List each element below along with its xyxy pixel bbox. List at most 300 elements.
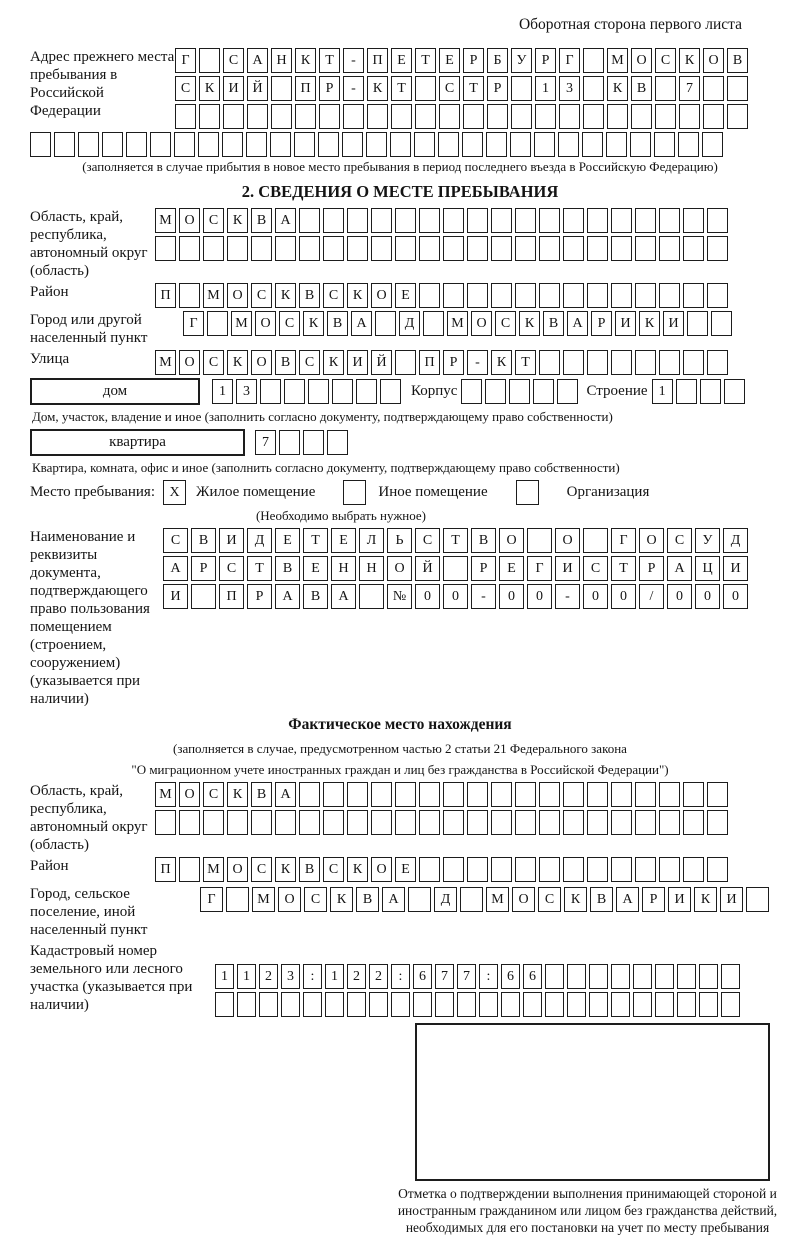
char-box[interactable] <box>179 857 200 882</box>
char-box[interactable]: Р <box>443 350 464 375</box>
char-box[interactable]: О <box>227 857 248 882</box>
char-box[interactable]: А <box>331 584 356 609</box>
char-box[interactable] <box>703 104 724 129</box>
char-box[interactable] <box>654 132 675 157</box>
char-box[interactable]: В <box>356 887 379 912</box>
char-box[interactable] <box>563 208 584 233</box>
char-box[interactable] <box>467 810 488 835</box>
char-box[interactable] <box>501 992 520 1017</box>
char-box[interactable] <box>677 992 696 1017</box>
char-box[interactable]: В <box>251 782 272 807</box>
char-box[interactable]: У <box>511 48 532 73</box>
char-box[interactable] <box>687 311 708 336</box>
char-box[interactable] <box>533 379 554 404</box>
char-box[interactable]: О <box>251 350 272 375</box>
char-box[interactable] <box>443 857 464 882</box>
char-box[interactable] <box>227 810 248 835</box>
char-box[interactable]: Й <box>415 556 440 581</box>
char-box[interactable] <box>677 964 696 989</box>
char-box[interactable] <box>611 857 632 882</box>
char-box[interactable]: А <box>351 311 372 336</box>
char-box[interactable] <box>683 782 704 807</box>
char-box[interactable]: В <box>303 584 328 609</box>
char-box[interactable] <box>299 810 320 835</box>
char-box[interactable] <box>415 104 436 129</box>
char-box[interactable]: Р <box>319 76 340 101</box>
char-box[interactable] <box>607 104 628 129</box>
char-box[interactable] <box>583 76 604 101</box>
char-box[interactable]: А <box>382 887 405 912</box>
char-box[interactable] <box>155 810 176 835</box>
char-box[interactable] <box>659 350 680 375</box>
char-box[interactable] <box>635 350 656 375</box>
char-box[interactable]: Г <box>611 528 636 553</box>
char-box[interactable] <box>655 964 674 989</box>
char-box[interactable] <box>467 283 488 308</box>
char-box[interactable]: 0 <box>443 584 468 609</box>
char-box[interactable] <box>179 283 200 308</box>
char-box[interactable]: / <box>639 584 664 609</box>
char-box[interactable]: С <box>415 528 440 553</box>
checkbox-inoe-pomeshchenie[interactable] <box>343 480 366 505</box>
char-box[interactable] <box>439 104 460 129</box>
char-box[interactable] <box>611 208 632 233</box>
char-box[interactable] <box>371 236 392 261</box>
char-box[interactable]: М <box>486 887 509 912</box>
char-box[interactable]: В <box>727 48 748 73</box>
char-box[interactable] <box>270 132 291 157</box>
char-box[interactable] <box>539 236 560 261</box>
char-box[interactable] <box>332 379 353 404</box>
char-box[interactable] <box>582 132 603 157</box>
char-box[interactable]: О <box>512 887 535 912</box>
char-box[interactable] <box>443 782 464 807</box>
char-box[interactable] <box>443 556 468 581</box>
char-box[interactable]: В <box>299 857 320 882</box>
char-box[interactable] <box>491 236 512 261</box>
char-box[interactable]: - <box>343 48 364 73</box>
char-box[interactable] <box>438 132 459 157</box>
char-box[interactable] <box>515 810 536 835</box>
char-box[interactable]: А <box>567 311 588 336</box>
char-box[interactable] <box>271 76 292 101</box>
char-box[interactable]: С <box>304 887 327 912</box>
char-box[interactable] <box>700 379 721 404</box>
char-box[interactable]: К <box>330 887 353 912</box>
char-box[interactable] <box>563 350 584 375</box>
char-box[interactable]: И <box>555 556 580 581</box>
char-box[interactable] <box>633 992 652 1017</box>
char-box[interactable] <box>563 283 584 308</box>
char-box[interactable] <box>419 782 440 807</box>
char-box[interactable] <box>583 104 604 129</box>
char-box[interactable] <box>587 350 608 375</box>
char-box[interactable] <box>587 782 608 807</box>
char-box[interactable]: Л <box>359 528 384 553</box>
char-box[interactable]: П <box>155 857 176 882</box>
char-box[interactable]: М <box>155 350 176 375</box>
char-box[interactable]: С <box>203 208 224 233</box>
char-box[interactable] <box>191 584 216 609</box>
char-box[interactable]: С <box>323 283 344 308</box>
char-box[interactable] <box>563 236 584 261</box>
char-box[interactable] <box>587 810 608 835</box>
char-box[interactable] <box>318 132 339 157</box>
char-box[interactable]: 1 <box>325 964 344 989</box>
char-box[interactable] <box>347 208 368 233</box>
char-box[interactable]: : <box>391 964 410 989</box>
char-box[interactable]: И <box>668 887 691 912</box>
char-box[interactable]: 1 <box>652 379 673 404</box>
char-box[interactable]: О <box>387 556 412 581</box>
char-box[interactable] <box>419 810 440 835</box>
char-box[interactable]: - <box>467 350 488 375</box>
char-box[interactable] <box>271 104 292 129</box>
char-box[interactable]: П <box>367 48 388 73</box>
char-box[interactable] <box>558 132 579 157</box>
char-box[interactable] <box>707 810 728 835</box>
char-box[interactable] <box>323 810 344 835</box>
char-box[interactable] <box>711 311 732 336</box>
char-box[interactable] <box>226 887 249 912</box>
char-box[interactable]: О <box>499 528 524 553</box>
char-box[interactable]: К <box>303 311 324 336</box>
char-box[interactable] <box>587 236 608 261</box>
char-box[interactable] <box>175 104 196 129</box>
char-box[interactable]: Е <box>499 556 524 581</box>
char-box[interactable] <box>635 810 656 835</box>
char-box[interactable] <box>327 430 348 455</box>
char-box[interactable] <box>303 430 324 455</box>
char-box[interactable]: О <box>255 311 276 336</box>
char-box[interactable] <box>323 236 344 261</box>
char-box[interactable] <box>563 857 584 882</box>
char-box[interactable] <box>347 992 366 1017</box>
char-box[interactable]: Д <box>723 528 748 553</box>
char-box[interactable]: И <box>347 350 368 375</box>
char-box[interactable]: С <box>203 350 224 375</box>
char-box[interactable] <box>523 992 542 1017</box>
char-box[interactable]: С <box>323 857 344 882</box>
char-box[interactable] <box>467 208 488 233</box>
char-box[interactable]: 1 <box>212 379 233 404</box>
char-box[interactable]: А <box>247 48 268 73</box>
char-box[interactable]: У <box>695 528 720 553</box>
char-box[interactable]: И <box>663 311 684 336</box>
char-box[interactable]: Т <box>463 76 484 101</box>
char-box[interactable]: К <box>275 857 296 882</box>
char-box[interactable]: А <box>163 556 188 581</box>
char-box[interactable] <box>323 782 344 807</box>
char-box[interactable] <box>415 76 436 101</box>
char-box[interactable] <box>155 236 176 261</box>
char-box[interactable] <box>485 379 506 404</box>
char-box[interactable] <box>295 104 316 129</box>
char-box[interactable] <box>207 311 228 336</box>
char-box[interactable] <box>203 810 224 835</box>
char-box[interactable] <box>279 430 300 455</box>
char-box[interactable] <box>659 782 680 807</box>
char-box[interactable] <box>179 810 200 835</box>
char-box[interactable]: С <box>667 528 692 553</box>
char-box[interactable]: И <box>223 76 244 101</box>
char-box[interactable]: П <box>295 76 316 101</box>
char-box[interactable] <box>611 283 632 308</box>
char-box[interactable]: В <box>543 311 564 336</box>
char-box[interactable]: К <box>295 48 316 73</box>
char-box[interactable] <box>583 528 608 553</box>
char-box[interactable]: О <box>555 528 580 553</box>
char-box[interactable]: М <box>155 782 176 807</box>
char-box[interactable] <box>659 810 680 835</box>
char-box[interactable] <box>557 379 578 404</box>
char-box[interactable] <box>633 964 652 989</box>
char-box[interactable] <box>491 782 512 807</box>
char-box[interactable] <box>535 104 556 129</box>
char-box[interactable] <box>174 132 195 157</box>
char-box[interactable] <box>203 236 224 261</box>
char-box[interactable]: 0 <box>667 584 692 609</box>
char-box[interactable]: Ь <box>387 528 412 553</box>
char-box[interactable] <box>655 992 674 1017</box>
char-box[interactable]: О <box>631 48 652 73</box>
char-box[interactable]: В <box>471 528 496 553</box>
char-box[interactable]: Е <box>275 528 300 553</box>
char-box[interactable] <box>359 584 384 609</box>
char-box[interactable] <box>419 283 440 308</box>
char-box[interactable]: Р <box>471 556 496 581</box>
char-box[interactable]: Т <box>391 76 412 101</box>
char-box[interactable]: 3 <box>281 964 300 989</box>
char-box[interactable] <box>515 208 536 233</box>
char-box[interactable] <box>727 76 748 101</box>
char-box[interactable]: Ц <box>695 556 720 581</box>
char-box[interactable] <box>703 76 724 101</box>
checkbox-organizatsiya[interactable] <box>516 480 539 505</box>
char-box[interactable]: Р <box>535 48 556 73</box>
char-box[interactable] <box>611 992 630 1017</box>
char-box[interactable] <box>515 283 536 308</box>
char-box[interactable]: 0 <box>415 584 440 609</box>
char-box[interactable] <box>199 48 220 73</box>
char-box[interactable] <box>259 992 278 1017</box>
char-box[interactable]: К <box>199 76 220 101</box>
char-box[interactable] <box>375 311 396 336</box>
char-box[interactable] <box>423 311 444 336</box>
char-box[interactable]: - <box>343 76 364 101</box>
char-box[interactable]: И <box>615 311 636 336</box>
char-box[interactable]: Е <box>391 48 412 73</box>
char-box[interactable] <box>303 992 322 1017</box>
char-box[interactable] <box>655 76 676 101</box>
char-box[interactable]: С <box>279 311 300 336</box>
char-box[interactable] <box>630 132 651 157</box>
char-box[interactable]: К <box>347 283 368 308</box>
char-box[interactable] <box>511 76 532 101</box>
char-box[interactable] <box>78 132 99 157</box>
char-box[interactable] <box>707 857 728 882</box>
char-box[interactable]: - <box>471 584 496 609</box>
char-box[interactable]: П <box>419 350 440 375</box>
char-box[interactable]: Р <box>487 76 508 101</box>
char-box[interactable] <box>443 283 464 308</box>
char-box[interactable]: С <box>655 48 676 73</box>
char-box[interactable] <box>391 104 412 129</box>
char-box[interactable]: Р <box>591 311 612 336</box>
char-box[interactable]: Г <box>175 48 196 73</box>
char-box[interactable] <box>527 528 552 553</box>
dom-field-box[interactable]: дом <box>30 378 200 405</box>
kvartira-field-box[interactable]: квартира <box>30 429 245 456</box>
char-box[interactable] <box>683 810 704 835</box>
char-box[interactable]: 0 <box>527 584 552 609</box>
char-box[interactable] <box>491 810 512 835</box>
char-box[interactable]: 6 <box>501 964 520 989</box>
char-box[interactable]: М <box>155 208 176 233</box>
char-box[interactable] <box>215 992 234 1017</box>
char-box[interactable]: 7 <box>435 964 454 989</box>
char-box[interactable]: 1 <box>535 76 556 101</box>
char-box[interactable] <box>487 104 508 129</box>
char-box[interactable]: О <box>471 311 492 336</box>
char-box[interactable]: С <box>251 283 272 308</box>
char-box[interactable] <box>606 132 627 157</box>
char-box[interactable] <box>347 236 368 261</box>
char-box[interactable]: О <box>179 782 200 807</box>
char-box[interactable] <box>251 810 272 835</box>
char-box[interactable] <box>515 782 536 807</box>
char-box[interactable] <box>539 782 560 807</box>
char-box[interactable] <box>635 283 656 308</box>
char-box[interactable]: К <box>679 48 700 73</box>
char-box[interactable] <box>435 992 454 1017</box>
char-box[interactable] <box>683 283 704 308</box>
char-box[interactable] <box>367 104 388 129</box>
char-box[interactable]: В <box>275 556 300 581</box>
char-box[interactable]: 2 <box>369 964 388 989</box>
checkbox-zhiloe-pomeshchenie[interactable]: X <box>163 480 186 505</box>
char-box[interactable] <box>414 132 435 157</box>
char-box[interactable] <box>587 857 608 882</box>
char-box[interactable] <box>260 379 281 404</box>
char-box[interactable] <box>659 283 680 308</box>
char-box[interactable] <box>707 782 728 807</box>
char-box[interactable] <box>702 132 723 157</box>
char-box[interactable]: Т <box>515 350 536 375</box>
char-box[interactable]: К <box>347 857 368 882</box>
char-box[interactable] <box>323 208 344 233</box>
char-box[interactable] <box>511 104 532 129</box>
char-box[interactable]: О <box>639 528 664 553</box>
char-box[interactable]: 2 <box>259 964 278 989</box>
char-box[interactable] <box>457 992 476 1017</box>
char-box[interactable] <box>284 379 305 404</box>
char-box[interactable] <box>509 379 530 404</box>
char-box[interactable]: К <box>275 283 296 308</box>
char-box[interactable]: М <box>231 311 252 336</box>
char-box[interactable] <box>515 236 536 261</box>
char-box[interactable] <box>724 379 745 404</box>
char-box[interactable]: К <box>367 76 388 101</box>
char-box[interactable]: 0 <box>583 584 608 609</box>
char-box[interactable] <box>539 283 560 308</box>
char-box[interactable] <box>199 104 220 129</box>
char-box[interactable] <box>589 992 608 1017</box>
char-box[interactable] <box>325 992 344 1017</box>
char-box[interactable] <box>460 887 483 912</box>
char-box[interactable]: 0 <box>723 584 748 609</box>
char-box[interactable]: И <box>720 887 743 912</box>
char-box[interactable] <box>467 857 488 882</box>
char-box[interactable] <box>699 992 718 1017</box>
char-box[interactable] <box>408 887 431 912</box>
char-box[interactable] <box>587 208 608 233</box>
char-box[interactable]: В <box>631 76 652 101</box>
char-box[interactable] <box>371 810 392 835</box>
char-box[interactable] <box>413 992 432 1017</box>
char-box[interactable]: Н <box>271 48 292 73</box>
char-box[interactable] <box>419 208 440 233</box>
char-box[interactable] <box>659 236 680 261</box>
char-box[interactable]: К <box>607 76 628 101</box>
char-box[interactable] <box>587 283 608 308</box>
char-box[interactable]: Б <box>487 48 508 73</box>
char-box[interactable]: Й <box>247 76 268 101</box>
char-box[interactable]: Е <box>395 283 416 308</box>
char-box[interactable] <box>294 132 315 157</box>
char-box[interactable]: 7 <box>457 964 476 989</box>
char-box[interactable] <box>251 236 272 261</box>
char-box[interactable]: И <box>219 528 244 553</box>
char-box[interactable] <box>567 992 586 1017</box>
char-box[interactable] <box>727 104 748 129</box>
char-box[interactable] <box>611 236 632 261</box>
char-box[interactable] <box>491 283 512 308</box>
char-box[interactable]: Е <box>303 556 328 581</box>
char-box[interactable]: Т <box>303 528 328 553</box>
char-box[interactable]: Т <box>443 528 468 553</box>
char-box[interactable]: К <box>227 350 248 375</box>
char-box[interactable] <box>443 208 464 233</box>
char-box[interactable]: О <box>703 48 724 73</box>
char-box[interactable]: Г <box>527 556 552 581</box>
char-box[interactable]: 6 <box>413 964 432 989</box>
char-box[interactable] <box>343 104 364 129</box>
char-box[interactable]: 0 <box>695 584 720 609</box>
char-box[interactable] <box>461 379 482 404</box>
char-box[interactable]: В <box>191 528 216 553</box>
char-box[interactable] <box>281 992 300 1017</box>
char-box[interactable] <box>746 887 769 912</box>
char-box[interactable] <box>479 992 498 1017</box>
char-box[interactable]: Т <box>415 48 436 73</box>
char-box[interactable]: Т <box>611 556 636 581</box>
char-box[interactable]: Р <box>463 48 484 73</box>
char-box[interactable]: М <box>447 311 468 336</box>
char-box[interactable] <box>534 132 555 157</box>
char-box[interactable] <box>515 857 536 882</box>
char-box[interactable]: С <box>163 528 188 553</box>
char-box[interactable]: Р <box>639 556 664 581</box>
char-box[interactable]: С <box>175 76 196 101</box>
char-box[interactable]: Й <box>371 350 392 375</box>
char-box[interactable]: М <box>203 283 224 308</box>
char-box[interactable]: 0 <box>611 584 636 609</box>
char-box[interactable]: М <box>203 857 224 882</box>
char-box[interactable] <box>347 782 368 807</box>
char-box[interactable] <box>380 379 401 404</box>
char-box[interactable]: К <box>564 887 587 912</box>
